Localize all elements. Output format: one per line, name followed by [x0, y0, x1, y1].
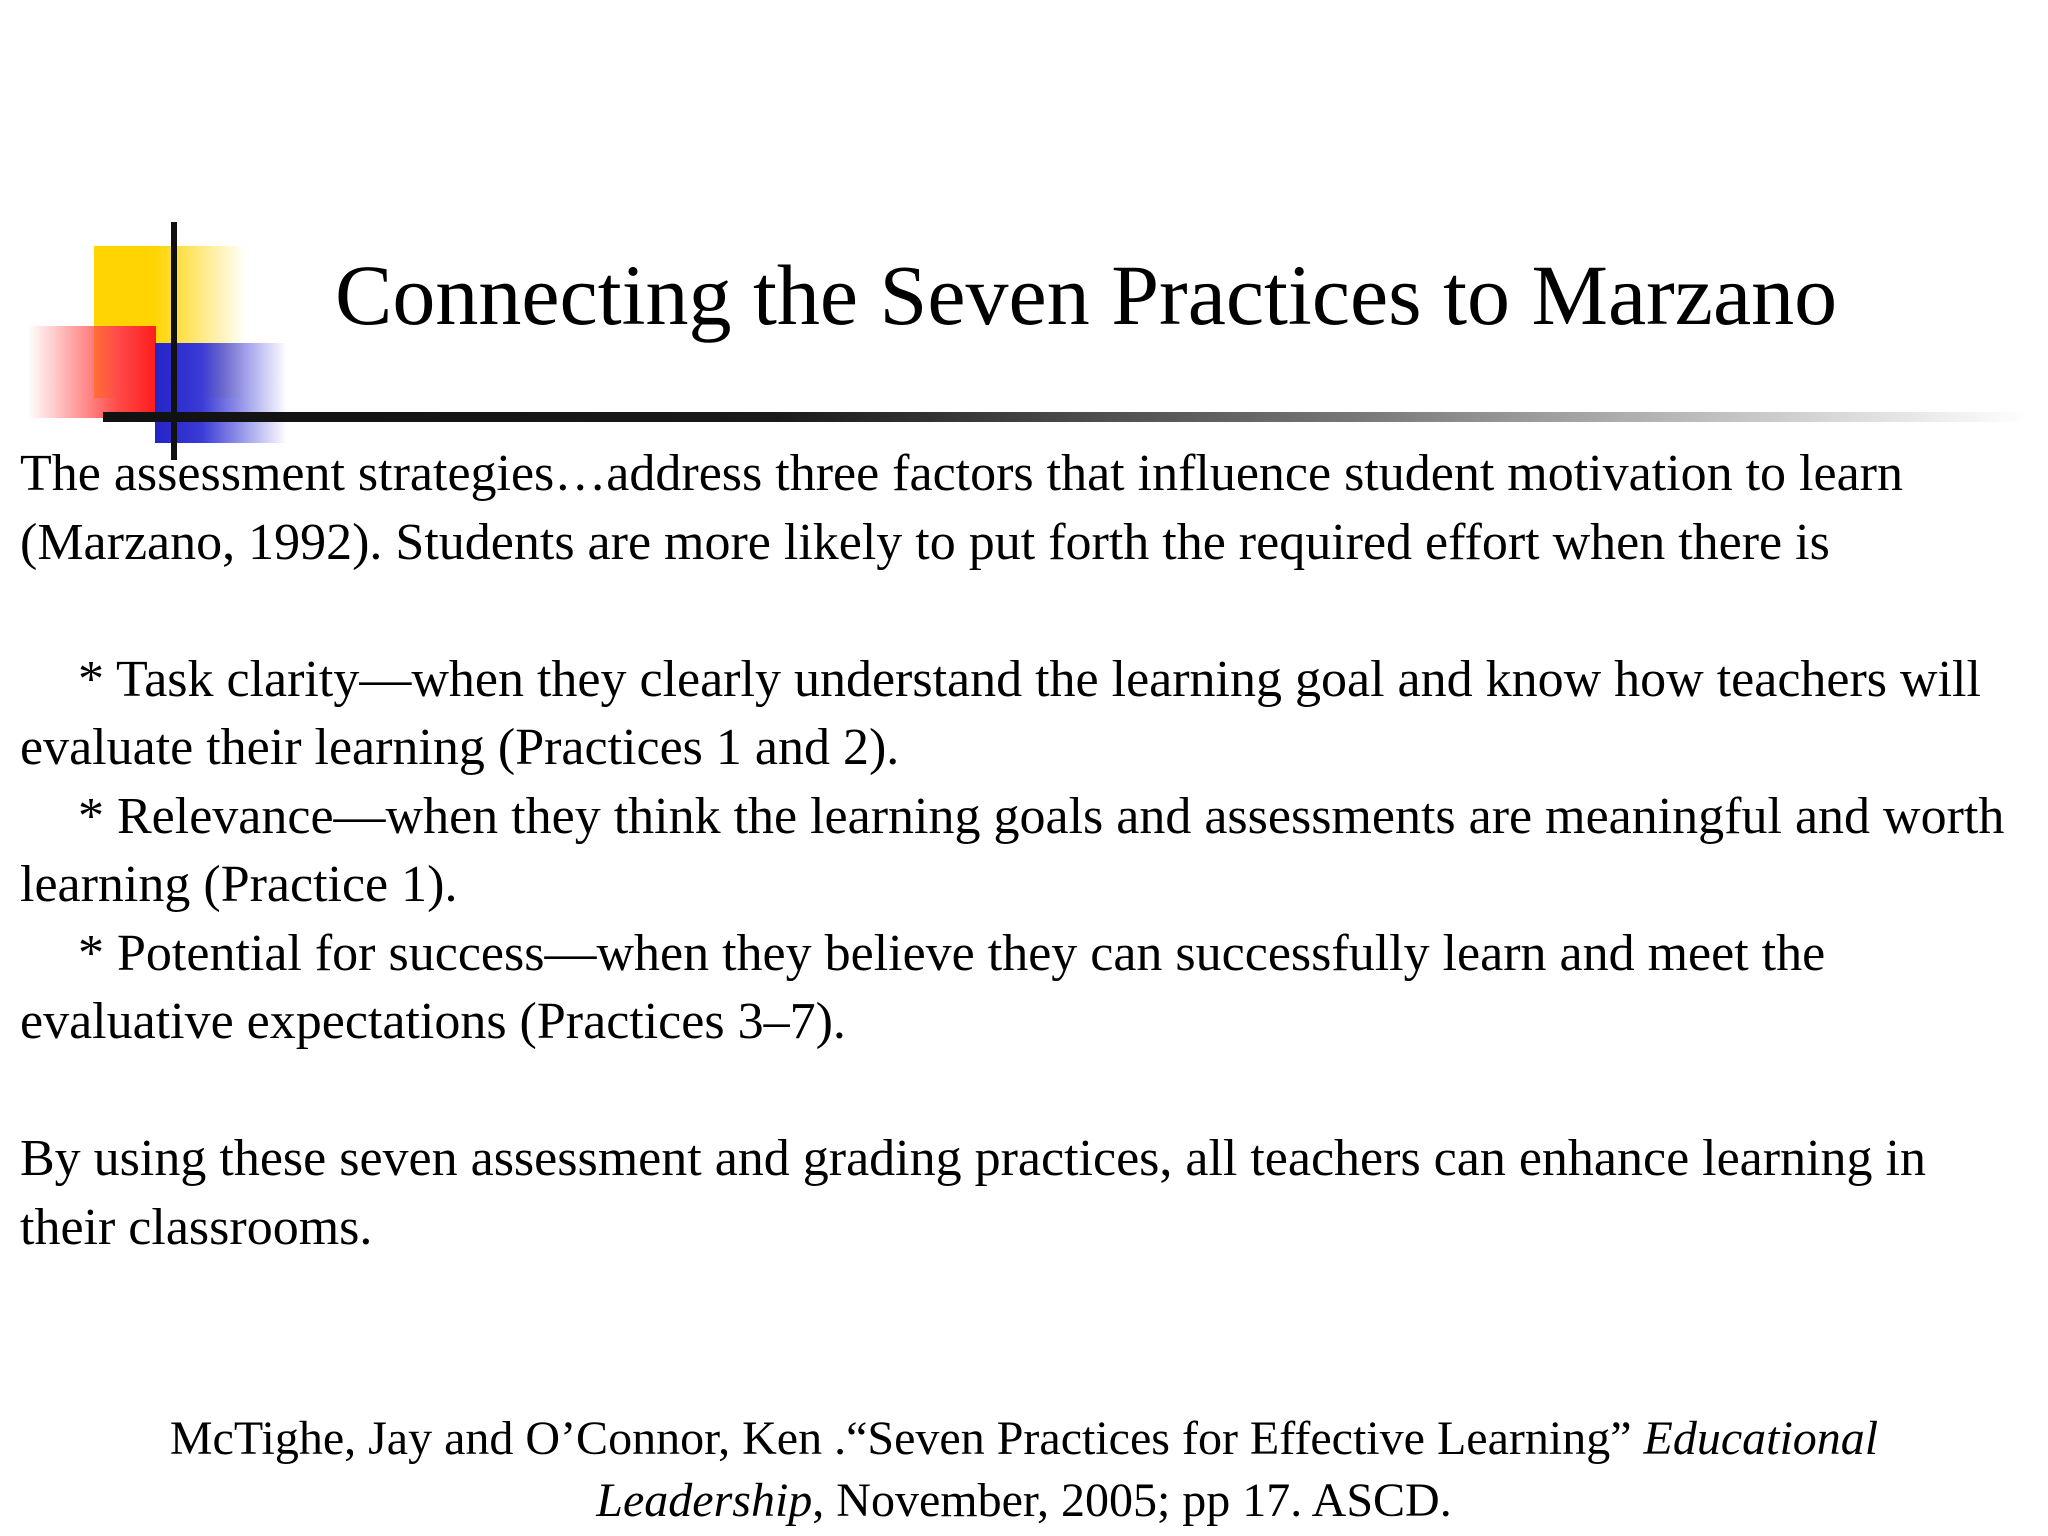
bullet-task-clarity: * Task clarity—when they clearly understand the learning goal and know how teachers will evaluate their learning (Practices 1 and 2).	[20, 650, 1981, 776]
citation-tail: , November, 2005; pp 17. ASCD.	[812, 1474, 1452, 1527]
citation-journal-part2: Leadership	[596, 1474, 813, 1527]
decorative-red-square	[28, 326, 156, 418]
bullet-potential-for-success: * Potential for success—when they believe they can successfully learn and meet the evaluative expectations (Practices 3–7).	[20, 924, 1826, 1050]
slide-body	[20, 440, 2030, 1262]
slide-title: Connecting the Seven Practices to Marzano	[335, 247, 1838, 343]
paragraph-spacer	[20, 1057, 2030, 1126]
bullet-relevance: * Relevance—when they think the learning goals and assessments are meaningful and worth learning (Practice 1).	[20, 787, 2005, 913]
conclusion-paragraph: By using these seven assessment and grading practices, all teachers can enhance learning in their classrooms.	[20, 1130, 1926, 1256]
decorative-vertical-rule	[171, 222, 177, 460]
title-underline-rule	[103, 412, 2028, 422]
citation-journal-part1: Educational	[1643, 1412, 1879, 1465]
citation-line-2	[40, 1470, 2008, 1532]
intro-paragraph: The assessment strategies…address three factors that influence student motivation to learn (Marzano, 1992). Students are more likely to put forth the required effort when there is	[20, 445, 1903, 571]
paragraph-spacer	[20, 577, 2030, 646]
citation	[40, 1408, 2008, 1532]
citation-lead: McTighe, Jay and O’Connor, Ken .“Seven Practices for Effective Learning”	[169, 1412, 1644, 1465]
